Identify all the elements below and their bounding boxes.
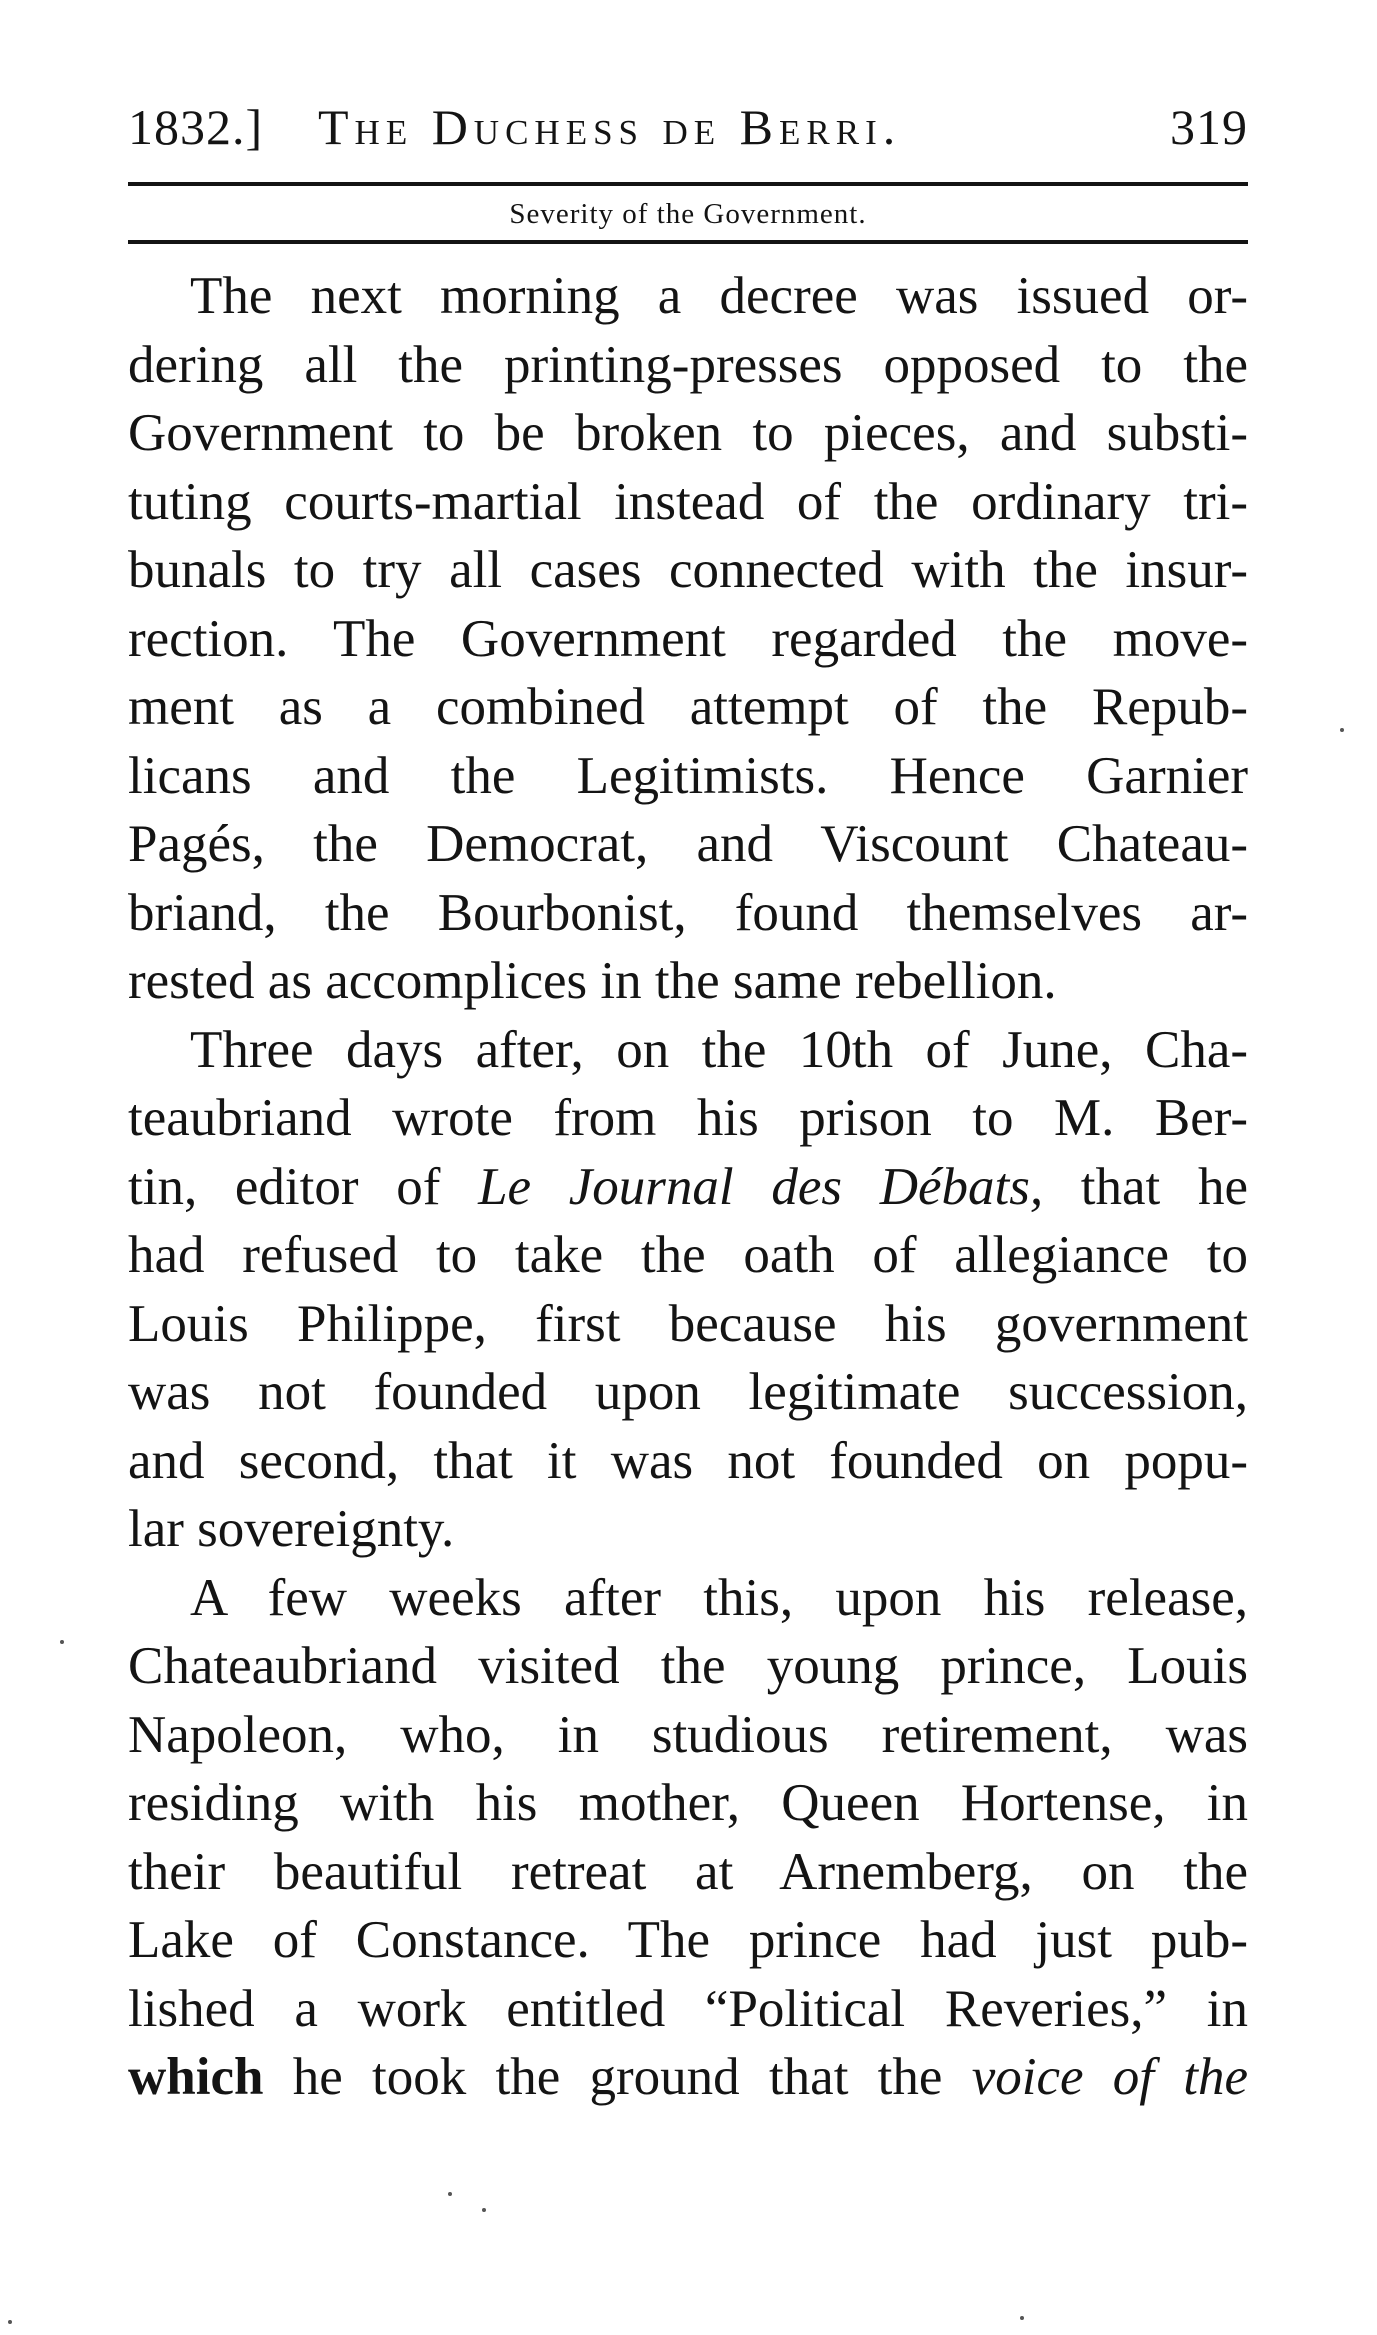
text-line: Pagés, the Democrat, and Viscount Chateau- xyxy=(128,815,1248,873)
scan-speck xyxy=(1340,728,1344,732)
text-line: dering all the printing-presses opposed to the xyxy=(128,335,1248,394)
text-line: Three days after, on the 10th of June, Cha- xyxy=(190,1020,1248,1079)
text-line: Chateaubriand visited the young prince, Louis xyxy=(128,1637,1248,1695)
text-run: that he xyxy=(1043,1157,1248,1216)
text-run: voice of the xyxy=(971,2048,1248,2106)
text-line: lar sovereignty. xyxy=(128,1500,455,1558)
text-line: licans and the Legitimists. Hence Garnier xyxy=(128,746,1248,805)
text-line: teaubriand wrote from his prison to M. Ber- xyxy=(128,1089,1248,1147)
text-line: their beautiful retreat at Arnemberg, on the xyxy=(128,1842,1248,1901)
text-line: briand, the Bourbonist, found themselves ar- xyxy=(128,883,1248,942)
text-line: Government to be broken to pieces, and substi- xyxy=(128,404,1248,462)
page-number: 319 xyxy=(1170,99,1248,155)
text-line: bunals to try all cases connected with the insur- xyxy=(128,541,1248,599)
header-rule-top xyxy=(128,182,1248,186)
text-line: The next morning a decree was issued or- xyxy=(190,267,1248,325)
running-head xyxy=(128,92,1248,162)
text-line: rection. The Government regarded the move- xyxy=(128,609,1248,668)
text-line: Louis Philippe, first because his government xyxy=(128,1294,1248,1353)
text-line: residing with his mother, Queen Hortense, in xyxy=(128,1774,1248,1832)
body-text xyxy=(128,262,1248,2112)
header-title: The Duchess de Berri. xyxy=(318,99,902,155)
header-year: 1832.] xyxy=(128,99,264,155)
scan-speck xyxy=(8,2320,12,2324)
text-line: tuting courts-martial instead of the ordinary tri- xyxy=(128,472,1248,531)
text-line: lished a work entitled “Political Reveries,” in xyxy=(128,1979,1248,2038)
text-line: had refused to take the oath of allegiance to xyxy=(128,1226,1248,1284)
text-line: A few weeks after this, upon his release, xyxy=(190,1568,1248,1627)
scan-speck xyxy=(1020,2316,1024,2320)
text-line: Napoleon, who, in studious retirement, was xyxy=(128,1705,1248,1764)
text-line: ment as a combined attempt of the Repub- xyxy=(128,678,1248,736)
text-line: rested as accomplices in the same rebellion. xyxy=(128,952,1057,1010)
text-run: tin, editor of xyxy=(128,1157,479,1216)
text-line xyxy=(128,2043,1248,2112)
text-line: was not founded upon legitimate succession, xyxy=(128,1363,1248,1421)
section-heading: Severity of the Government. xyxy=(509,198,867,230)
text-run: which xyxy=(128,2048,264,2106)
scan-speck xyxy=(448,2192,452,2196)
header-rule-bottom xyxy=(128,240,1248,244)
text-line xyxy=(128,1153,1248,1222)
scan-speck xyxy=(482,2208,486,2212)
journal-title: Le Journal des Débats, xyxy=(478,1157,1044,1216)
text-line: and second, that it was not founded on popu- xyxy=(128,1431,1248,1490)
scan-speck xyxy=(60,1640,64,1644)
text-run: he took the ground that the xyxy=(263,2048,972,2106)
text-line: Lake of Constance. The prince had just pub- xyxy=(128,1911,1248,1969)
